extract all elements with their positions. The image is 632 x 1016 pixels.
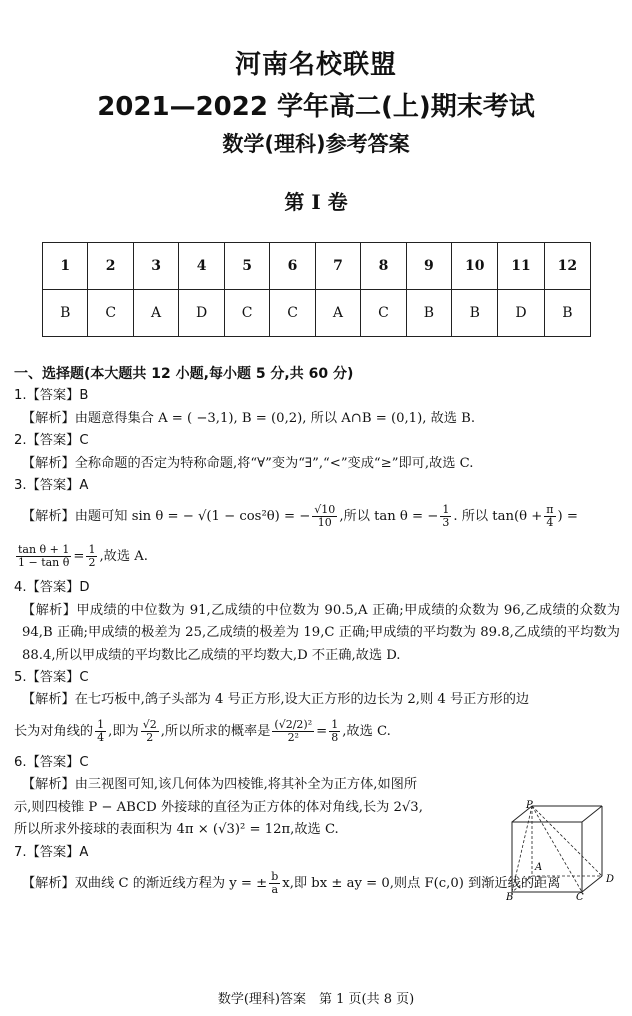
answer-value: A: [79, 844, 89, 860]
label-d: D: [606, 874, 615, 885]
question-number: 2: [88, 243, 133, 290]
question-number: 1.: [14, 388, 27, 404]
denominator: 2²: [287, 730, 299, 744]
answer-label: 【答案】: [26, 580, 80, 596]
numerator: 1: [331, 717, 339, 731]
analysis-text: =: [316, 723, 328, 739]
denominator: a: [271, 882, 279, 896]
question-number: 5: [224, 243, 269, 290]
answer-value: C: [79, 433, 89, 449]
fraction: [272, 719, 314, 744]
answer-label: 【答案】: [26, 478, 80, 494]
analysis-text: 长为对角线的: [14, 723, 94, 739]
question-number: 8: [361, 243, 406, 290]
q3-analysis-line-2: [14, 537, 620, 577]
answer-cell: D: [498, 290, 544, 337]
label-a: A: [535, 862, 543, 873]
fraction: [86, 544, 97, 569]
numerator: 1: [97, 717, 105, 731]
volume-heading: 第 I 卷: [284, 190, 348, 214]
cube-edge: [582, 806, 602, 822]
analysis-text: 由三视图可知,该几何体为四棱锥,将其补全为正方体,如图所: [74, 777, 418, 793]
label-c: C: [576, 892, 584, 900]
numerator: √2: [142, 717, 157, 731]
analysis-text: ,即为: [108, 723, 139, 739]
question-number: 4: [179, 243, 225, 290]
answer-label: 【答案】: [26, 844, 80, 860]
question-number: 9: [406, 243, 451, 290]
answer-cell: B: [43, 290, 88, 337]
q4-analysis-block: [14, 600, 620, 667]
fraction: [440, 504, 451, 529]
numerator: 1: [442, 503, 450, 517]
document-title: 河南名校联盟: [234, 50, 397, 80]
analysis-text: . 所以 tan(θ +: [453, 509, 543, 525]
answer-label: 【答案】: [26, 388, 80, 404]
answer-cell: D: [179, 290, 225, 337]
question-number: 4.: [14, 580, 27, 596]
cube-hidden-edge: [512, 876, 532, 892]
label-p: P: [526, 800, 533, 811]
analysis-text: ,所以 tan θ = −: [339, 509, 439, 525]
answer-cell: A: [315, 290, 360, 337]
answer-cell: C: [361, 290, 406, 337]
analysis-text: 双曲线 C 的渐近线方程为 y = ±: [74, 875, 268, 891]
answer-cell: C: [270, 290, 315, 337]
denominator: 4: [97, 730, 105, 744]
analysis-text: x,即 bx ± ay = 0,则点 F(c,0) 到渐近线的距离: [282, 875, 561, 891]
question-number: 1: [43, 243, 88, 290]
analysis-label: 【解析】: [22, 875, 75, 891]
section-heading: 一、选择题(本大题共 12 小题,每小题 5 分,共 60 分): [14, 366, 354, 382]
answer-label: 【答案】: [26, 670, 80, 686]
question-number: 3: [133, 243, 178, 290]
exam-title: 2021—2022 学年高二(上)期末考试: [97, 92, 535, 122]
q1-analysis-line: [14, 408, 620, 430]
cube-figure: [506, 800, 618, 900]
answer-value: A: [79, 478, 89, 494]
numerator: 1: [88, 543, 96, 557]
analysis-text: 由题可知 sin θ = − √(1 − cos²θ) = −: [74, 509, 311, 525]
answer-cell: B: [406, 290, 451, 337]
analysis-text: 在七巧板中,鸽子头部为 4 号正方形,设大正方形的边长为 2,则 4 号正方形的边: [74, 692, 530, 708]
q1-answer-line: [14, 385, 620, 407]
question-number: 3.: [14, 478, 27, 494]
denominator: 2: [88, 556, 96, 570]
numerator: b: [271, 869, 279, 883]
answer-cell: C: [224, 290, 269, 337]
question-number: 6: [270, 243, 315, 290]
fraction: [269, 871, 280, 896]
label-b: B: [506, 892, 514, 900]
q3-answer-line: [14, 475, 620, 497]
page-footer: 数学(理科)答案 第 1 页(共 8 页): [217, 992, 415, 1007]
answer-value: C: [79, 670, 89, 686]
answer-table: [42, 242, 591, 337]
numerator: (√2/2)²: [274, 717, 313, 731]
answer-cell: B: [452, 290, 498, 337]
fraction: [312, 504, 337, 529]
denominator: 3: [442, 516, 450, 530]
answer-cell: A: [133, 290, 178, 337]
question-number: 6.: [14, 754, 27, 770]
fraction: [95, 719, 106, 744]
q5-answer-line: [14, 667, 620, 689]
answer-cell: C: [88, 290, 133, 337]
analysis-text: ,所以所求的概率是: [160, 723, 271, 739]
analysis-text: 由题意得集合 A = ( −3,1), B = (0,2), 所以 A∩B = (0,1), 故选 B.: [74, 410, 476, 426]
cube-edge: [582, 876, 602, 892]
pyramid-edge: [532, 806, 602, 876]
analysis-label: 【解析】: [22, 509, 75, 525]
answer-row: [43, 290, 591, 337]
numerator: π: [546, 503, 554, 517]
pyramid-edge: [512, 806, 532, 892]
analysis-text: 全称命题的否定为特称命题,将“∀”变为“∃”,“<”变成“≥”即可,故选 C.: [74, 455, 474, 471]
denominator: 8: [331, 730, 339, 744]
question-number: 10: [452, 243, 498, 290]
question-number: 2.: [14, 433, 27, 449]
q4-answer-line: [14, 577, 620, 599]
denominator: 4: [546, 516, 554, 530]
analysis-text: ) =: [557, 509, 578, 525]
denominator: 1 − tan θ: [18, 556, 70, 570]
analysis-text: 甲成绩的中位数为 91,乙成绩的中位数为 90.5,A 正确;甲成绩的众数为 96,乙成绩的众数为 94,B 正确;甲成绩的极差为 25,乙成绩的极差为 19,C 正确;甲成绩的平均数为 89.8,乙成绩的平均数为88.4,所以甲成绩的平均数比乙成绩的平均数大,D 不正确,故选 D.: [22, 602, 621, 663]
answer-label: 【答案】: [26, 433, 80, 449]
question-number: 12: [544, 243, 590, 290]
fraction: [329, 719, 340, 744]
fraction: [544, 504, 555, 529]
q2-analysis-line: [14, 453, 620, 475]
fraction: [141, 719, 159, 744]
analysis-text: =: [73, 549, 85, 565]
fraction: [16, 544, 71, 569]
answer-key-title: 数学(理科)参考答案: [222, 132, 410, 156]
q6-analysis-line: [14, 774, 620, 796]
analysis-text: ,故选 A.: [99, 549, 148, 565]
numerator: tan θ + 1: [18, 543, 70, 557]
q6-analysis-line-3: 所以所求外接球的表面积为 4π × (√3)² = 12π,故选 C.: [14, 822, 339, 838]
q6-answer-line: [14, 752, 620, 774]
q5-analysis-line-2: [14, 712, 620, 752]
question-number: 7.: [14, 844, 27, 860]
analysis-label: 【解析】: [22, 602, 77, 618]
answer-value: D: [79, 580, 90, 596]
question-number: 11: [498, 243, 544, 290]
q2-answer-line: [14, 430, 620, 452]
analysis-label: 【解析】: [22, 455, 75, 471]
denominator: 2: [146, 730, 154, 744]
answer-value: B: [79, 388, 89, 404]
q6-analysis-line-2: 示,则四棱锥 P − ABCD 外接球的直径为正方体的体对角线,长为 2√3,: [14, 799, 423, 815]
answer-cell: B: [544, 290, 590, 337]
answer-value: C: [79, 754, 89, 770]
q5-analysis-line: [14, 689, 620, 711]
q3-analysis-line: [14, 497, 620, 537]
question-number: 5.: [14, 670, 27, 686]
question-number: 7: [315, 243, 360, 290]
analysis-text: ,故选 C.: [342, 723, 391, 739]
answer-label: 【答案】: [26, 754, 80, 770]
question-number-row: [43, 243, 591, 290]
analysis-label: 【解析】: [22, 410, 75, 426]
analysis-label: 【解析】: [22, 777, 75, 793]
numerator: √10: [314, 503, 336, 517]
denominator: 10: [317, 516, 332, 530]
analysis-label: 【解析】: [22, 692, 75, 708]
